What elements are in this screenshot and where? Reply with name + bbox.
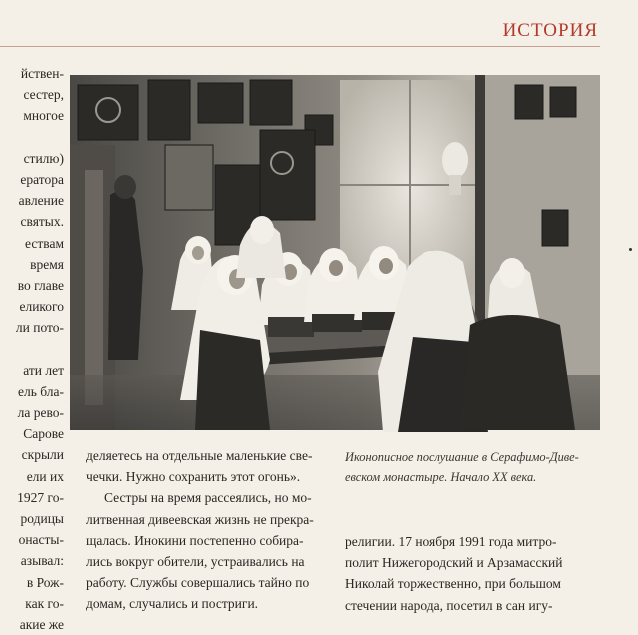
text-line: ати лет [23,362,64,378]
text-line: щалась. Инокини постепенно собира- [86,532,304,548]
text-line: стечении народа, посетил в сан игу- [345,597,553,613]
text-line: ли пото- [15,320,64,336]
text-line: полит Нижегородский и Арзамасский [345,555,563,571]
header-rule [0,46,600,47]
text-line: Николай торжественно, при большом [345,576,561,592]
text-line: скрыли [21,447,64,463]
left-text-column [0,63,64,635]
text-line: 1927 го- [17,489,64,505]
text-line: домам, случались и постриги. [86,596,259,612]
text-line: религии. 17 ноября 1991 года митро- [345,534,557,549]
text-line: еликого [19,299,64,315]
text-line: ель бла- [17,383,64,399]
text-line: ератора [20,171,64,187]
text-line: многое [23,108,64,124]
caption-line: Иконописное послушание в Серафимо-Диве- [345,450,579,464]
text-line: йствен- [20,66,64,81]
section-title: ИСТОРИЯ [502,20,598,41]
text-line: во главе [17,277,64,293]
text-line: сестер, [23,87,64,103]
text-line: ла рево- [17,405,64,420]
text-line [0,338,64,359]
text-line: лись вокруг обители, устраивались на [86,553,305,569]
text-line: родицы [20,510,64,526]
text-line: святых. [20,214,64,230]
text-line: Сарове [23,426,64,442]
page-speck [629,248,632,251]
text-line: стилю) [23,150,64,166]
text-line [0,127,64,148]
text-line: азывал: [20,553,64,569]
text-line: деляетесь на отдельные маленькие све- [86,448,313,463]
middle-text-column [86,445,326,615]
text-line: в Рож- [26,574,64,590]
text-line: как го- [25,595,64,611]
historical-photo [70,75,600,430]
text-line: литвенная дивеевская жизнь не прекра- [86,511,314,527]
right-text-column [345,531,605,616]
caption-line: евском монастыре. Начало XX века. [345,469,537,484]
text-line: ели их [26,468,64,484]
text-line: время [30,256,64,272]
text-line: Сестры на время рассеялись, но мо- [104,490,312,506]
text-line: работу. Службы совершались тайно по [86,575,310,591]
photo-caption [345,448,600,487]
text-line: авление [18,193,64,209]
text-line: акие же [19,616,64,632]
text-line: чечки. Нужно сохранить этот огонь». [86,469,301,485]
text-line: ествам [25,235,64,251]
text-line: онасты- [18,532,64,548]
